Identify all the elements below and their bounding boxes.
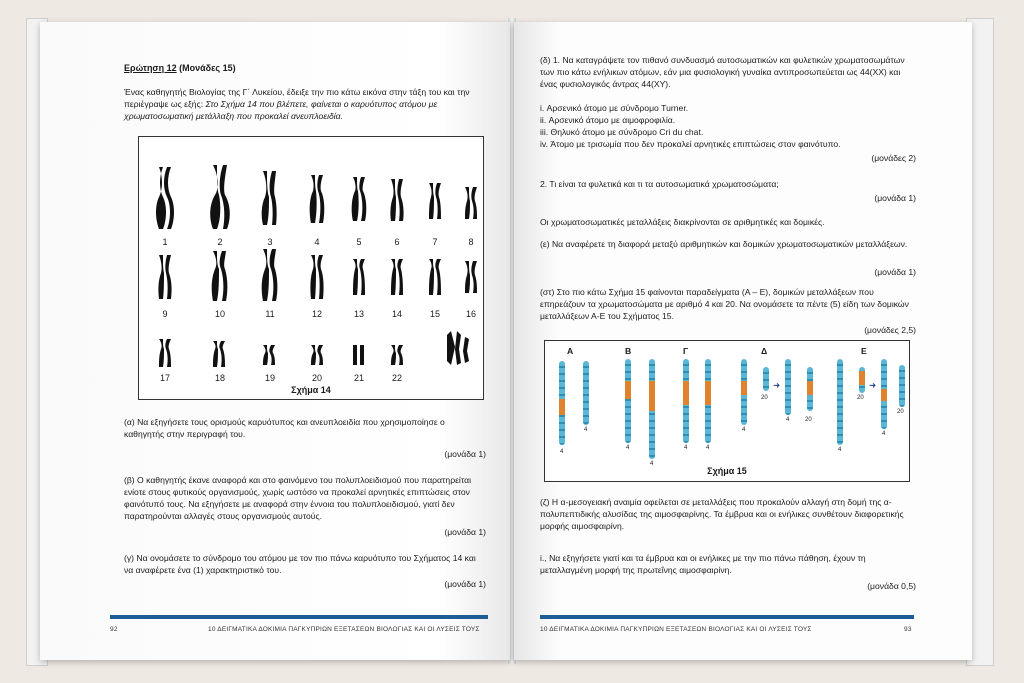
chr-num: 20 <box>761 395 768 401</box>
karyotype-label: 5 <box>356 237 362 247</box>
question-b: (β) Ο καθηγητής έκανε αναφορά και στο φαινόμενο του πολυπλοειδισμού που παρατηρείται ενίοτε στους φυτικούς οργανισμούς, χωρίς ωστόσο να προκαλεί αρνητικές επιπτώσεις στον φαινότυπό τους. Να εξηγήσετε με αναφορά στην έννοια του πολυπλοειδισμού, γιατί δεν παρατηρούνται αλλαγές στους οργανισμούς αυτούς. <box>124 475 471 521</box>
chromosome-2 <box>210 165 230 229</box>
chromosome-5 <box>352 177 367 221</box>
chromosome-4-e1 <box>837 359 843 445</box>
question-a <box>124 416 486 440</box>
karyotype-label: 22 <box>391 373 402 383</box>
karyotype-label: 13 <box>353 309 364 319</box>
chromosome-4 <box>310 175 325 223</box>
chr-num: 4 <box>560 449 564 455</box>
question-c: (γ) Να ονομάσετε το σύνδρομο του ατόμου με τον πιο πάνω καρυότυπο του Σχήματος 14 και να αναφέρετε ένα (1) χαρακτηριστικό του. <box>124 553 476 575</box>
question-a-marks: (μονάδα 1) <box>444 449 486 459</box>
chromosome-18 <box>213 341 225 367</box>
karyotype-label: 12 <box>311 309 322 319</box>
karyotype-label: 16 <box>465 309 476 319</box>
karyotype-label: 8 <box>468 237 474 247</box>
chromosome-4-a2 <box>583 361 589 425</box>
question-d1-item-4: iv. Άτομο με τρισωμία που δεν προκαλεί αρνητικές επιπτώσεις στον φαινότυπο. <box>540 139 841 149</box>
karyotype-label: 6 <box>394 237 400 247</box>
page-number-right: 93 <box>904 626 912 633</box>
duplication-band <box>625 381 631 399</box>
chromosome-20-e2 <box>899 365 905 407</box>
chr-num: 4 <box>786 417 790 423</box>
chromosome-4-b1 <box>625 359 631 443</box>
karyotype-label: 11 <box>265 309 275 319</box>
question-a-text: (α) Να εξηγήσετε τους ορισμούς καρυότυπος και ανευπλοειδία που χρησιμοποίησε ο καθηγητής στην περιγραφή του. <box>124 417 445 439</box>
translocation-band <box>741 381 747 395</box>
figure-14-caption: Σχήμα 14 <box>291 385 331 395</box>
intro-paragraph <box>124 86 488 122</box>
question-d2: 2. Τι είναι τα φυλετικά και τι τα αυτοσωματικά χρωματοσώματα; <box>540 179 779 189</box>
fig15-label-B: Β <box>625 346 632 356</box>
chromosome-13 <box>353 259 365 295</box>
intro-italic: Στο Σχήμα 14 που βλέπετε, φαίνεται ο καρυότυπος ατόμου με χρωματοσωματική μετάλλαξη που προκαλεί ανευπλοειδία. <box>124 99 438 121</box>
intro-text: Ένας καθηγητής Βιολογίας της Γ΄ Λυκείου, έδειξε την πιο κάτω εικόνα στην τάξη του και την περιέγραψε ως εξής: <box>124 87 470 109</box>
karyotype-label: 20 <box>311 373 322 383</box>
footer-text-left: 10 ΔΕΙΓΜΑΤΙΚΑ ΔΟΚΙΜΙΑ ΠΑΓΚΥΠΡΙΩΝ ΕΞΕΤΑΣΕΩΝ ΒΙΟΛΟΓΙΑΣ ΚΑΙ ΟΙ ΛΥΣΕΙΣ ΤΟΥΣ <box>208 626 480 633</box>
chromosome-16 <box>465 261 477 293</box>
chr-num: 4 <box>882 431 886 437</box>
chromosome-3 <box>262 171 277 225</box>
karyotype-chromosomes <box>139 137 483 399</box>
question-d1-marks: (μονάδες 2) <box>871 153 916 163</box>
chromosome-20 <box>311 345 323 365</box>
karyotype-label: 10 <box>214 309 225 319</box>
footer-rule-right <box>540 615 914 619</box>
footer-rule-left <box>110 615 488 619</box>
fig15-label-C: Γ <box>683 346 689 356</box>
karyotype-label: 19 <box>264 373 275 383</box>
chromosome-10 <box>212 251 228 301</box>
question-d2-marks: (μονάδα 1) <box>874 193 916 203</box>
statement-text: Οι χρωματοσωματικές μεταλλάξεις διακρίνονται σε αριθμητικές και δομικές. <box>540 217 825 227</box>
karyotype-label: 15 <box>429 309 440 319</box>
question-title-text: Ερώτηση 12 <box>124 63 177 73</box>
translocation-band <box>859 371 865 385</box>
question-st-marks: (μονάδες 2,5) <box>864 325 916 335</box>
question-z: (ζ) Η α-μεσογειακή αναιμία οφείλεται σε μεταλλάξεις που προκαλούν αλλαγή στη δομή της α-πολυπεπτιδικής αλυσίδας της αιμοσφαιρίνης. Τα έμβρυα και οι ενήλικες συνθέτουν διαφορετικής μορφής αιμοσφαιρίνη. <box>540 497 904 531</box>
chromosome-1 <box>156 167 174 229</box>
karyotype-label: 17 <box>159 373 170 383</box>
karyotype-label: 2 <box>217 237 223 247</box>
fig15-label-A: Α <box>567 346 574 356</box>
chromosome-17 <box>159 339 171 367</box>
chr-num: 4 <box>584 427 588 433</box>
question-st: (στ) Στο πιο κάτω Σχήμα 15 φαίνονται παραδείγματα (Α – Ε), δομικών μεταλλάξεων που επηρεάζουν τα χρωματοσώματα με αριθμό 4 και 20. Να ονομάσετε τα πέντε (5) είδη των δομικών μεταλλάξεων Α-Ε του Σχήματος 15. <box>540 287 909 321</box>
karyotype-label: 1 <box>162 237 168 247</box>
open-book <box>22 8 1000 668</box>
chr-num: 20 <box>897 409 904 415</box>
karyotype-label: 4 <box>314 237 320 247</box>
question-title <box>124 62 236 74</box>
footer-text-right: 10 ΔΕΙΓΜΑΤΙΚΑ ΔΟΚΙΜΙΑ ΠΑΓΚΥΠΡΙΩΝ ΕΞΕΤΑΣΕΩΝ ΒΙΟΛΟΓΙΑΣ ΚΑΙ ΟΙ ΛΥΣΕΙΣ ΤΟΥΣ <box>540 626 812 633</box>
duplication-band <box>649 381 655 411</box>
question-marks: (Μονάδες 15) <box>179 63 236 73</box>
left-page <box>40 22 510 660</box>
question-b-marks: (μονάδα 1) <box>444 527 486 537</box>
question-d1-item-1: i. Αρσενικό άτομο με σύνδρομο Turner. <box>540 103 689 113</box>
chromosome-15 <box>429 259 441 295</box>
karyotype-label: 9 <box>162 309 168 319</box>
chromosome-22 <box>391 345 403 365</box>
translocation-band <box>807 381 813 395</box>
question-d1: (δ) 1. Να καταγράψετε τον πιθανό συνδυασμό αυτοσωματικών και φυλετικών χρωματοσωμάτων των πιο κάτω ενήλικων ατόμων, εάν μια φυσιολογική γυναίκα αντιπροσωπεύεται ως 44(XX) και ένας φυσιολογικός άντρας 44(XY). <box>540 55 905 89</box>
structural-mutation-figure <box>544 340 910 482</box>
page-number-left: 92 <box>110 626 118 633</box>
chromosome-extra <box>447 331 469 365</box>
inversion-band <box>683 381 689 405</box>
question-z-marks: (μονάδα 0,5) <box>867 581 916 591</box>
chromosome-6 <box>390 179 403 221</box>
karyotype-figure <box>138 136 484 400</box>
chr-num: 4 <box>742 427 746 433</box>
question-e: (ε) Να αναφέρετε τη διαφορά μεταξύ αριθμητικών και δομικών χρωματοσωματικών μεταλλάξεων. <box>540 239 908 249</box>
chromosome-11 <box>262 249 278 301</box>
arrow-icon: ➜ <box>773 380 781 390</box>
deleted-band <box>559 399 565 415</box>
right-page <box>514 22 972 660</box>
chromosome-7 <box>429 183 441 219</box>
chromosome-19 <box>263 345 275 365</box>
translocation-band <box>881 389 887 401</box>
chromosome-21 <box>353 345 364 365</box>
chr-num: 20 <box>857 395 864 401</box>
question-z-i: i., Να εξηγήσετε γιατί και τα έμβρυα και οι ενήλικες με την πιο πάνω πάθηση, έχουν τη μεταλλαγμένη μορφή της πρωτεΐνης αιμοσφαιρίνη. <box>540 553 866 575</box>
arrow-icon: ➜ <box>869 380 877 390</box>
chr-num: 4 <box>650 461 654 467</box>
chromosome-12 <box>310 255 323 299</box>
question-d1-item-2: ii. Αρσενικό άτομο με αιμοφροφιλία. <box>540 115 676 125</box>
chr-num: 4 <box>626 445 630 451</box>
question-d1-item-3: iii. Θηλυκό άτομο με σύνδρομο Cri du chat. <box>540 127 704 137</box>
chr-num: 4 <box>838 447 842 453</box>
figure-15-caption: Σχήμα 15 <box>707 466 747 476</box>
question-e-marks: (μονάδα 1) <box>874 267 916 277</box>
chromosome-14 <box>391 259 403 295</box>
inversion-band <box>705 381 711 405</box>
karyotype-label: 21 <box>353 373 364 383</box>
karyotype-label: 18 <box>214 373 225 383</box>
chromosome-4-d2 <box>785 359 791 415</box>
karyotype-label: 14 <box>391 309 402 319</box>
chromosome-8 <box>465 187 477 219</box>
chromosome-20-d1 <box>763 367 769 391</box>
question-c-marks: (μονάδα 1) <box>444 579 486 589</box>
fig15-label-E: Ε <box>861 346 867 356</box>
karyotype-label: 3 <box>267 237 273 247</box>
karyotype-label: 7 <box>432 237 438 247</box>
chr-num: 4 <box>684 445 688 451</box>
chromosome-9 <box>158 255 171 299</box>
chr-num: 4 <box>706 445 710 451</box>
fig15-label-D: Δ <box>761 346 768 356</box>
chr-num: 20 <box>805 417 812 423</box>
